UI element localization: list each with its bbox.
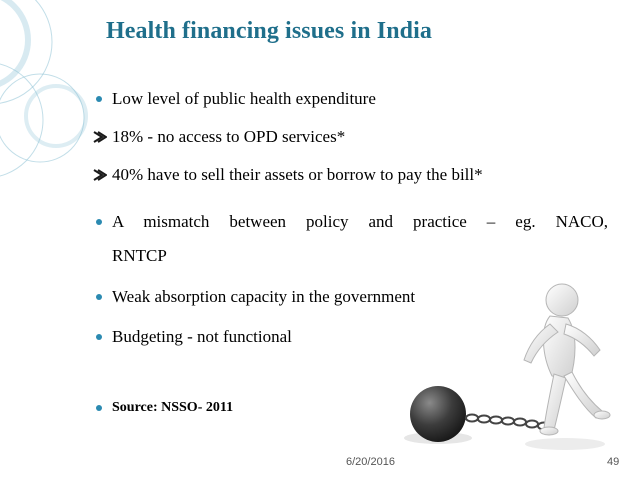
page-number: 49 [607,456,620,468]
footer-date: 6/20/2016 [346,456,395,468]
bullet-text: 18% - no access to OPD services* [112,127,346,146]
circle-bullet-icon [92,82,110,116]
arrow-bullet-icon [92,158,110,192]
source-text: Source: NSSO- 2011 [112,400,234,415]
arrow-bullet-icon [92,120,110,154]
ball-and-chain-figure [400,268,620,458]
circle-bullet-icon [92,391,110,425]
bullet-text-continuation: RNTCP [112,246,167,265]
bullet-text: Budgeting - not functional [112,327,292,346]
slide-title: Health financing issues in India [106,18,432,44]
circle-bullet-icon [92,320,110,354]
bullet-text: A mismatch between policy and practice – eg. NACO, [112,212,608,231]
circle-bullet-icon [92,280,110,314]
bullet-text: Low level of public health expenditure [112,89,376,108]
bullet-text: Weak absorption capacity in the government [112,287,416,306]
bullet-text: 40% have to sell their assets or borrow to pay the bill* [112,165,483,184]
circle-bullet-icon [92,205,110,239]
